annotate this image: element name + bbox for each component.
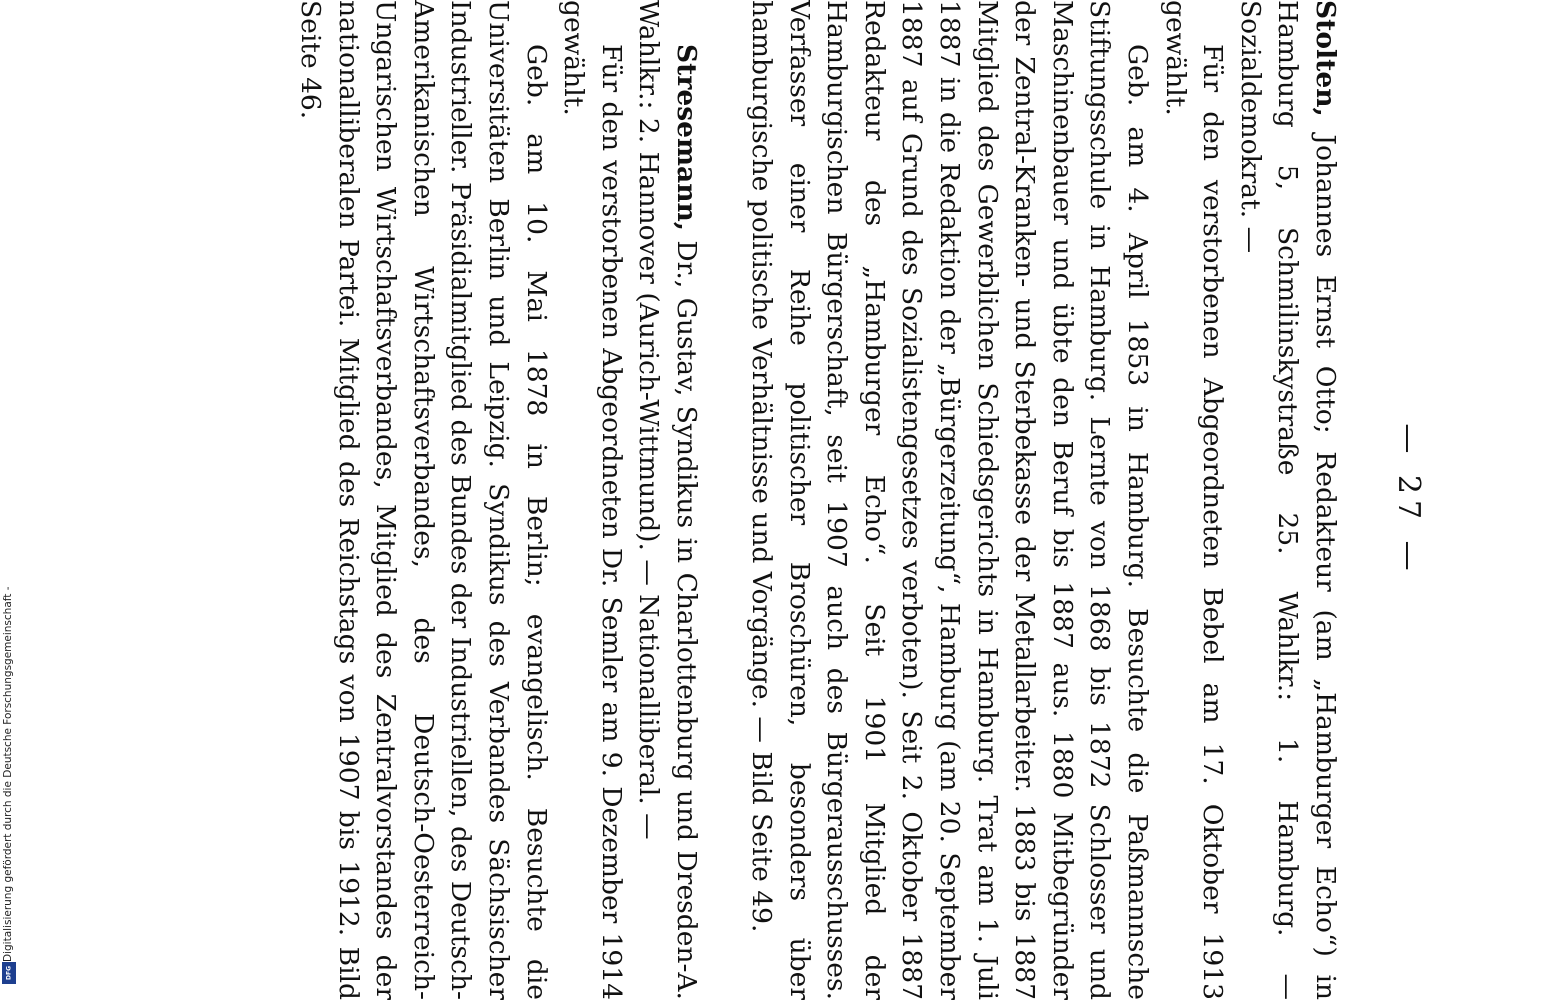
entry-stresemann (291, 0, 705, 1000)
entry-elected: Für den verstorbenen Abgeordneten Dr. Semler am 9. Dezember 1914 gewählt. (558, 0, 627, 1000)
entry-biography: Geb. am 4. April 1853 in Hamburg. Besuchte die Paßmannsche Stiftungsschule in Hamburg. Lernte von 1868 bis 1872 Schlosser und Maschinenbauer und übte den Beruf bis 1887 aus. 1880 Mitbegründer der Zentral-Kranken- und Sterbekasse der Metallarbeiter. 1883 bis 1887 Mitglied des Gewerblichen Schiedsgerichts in Hamburg. Trat am 1. Juli 1887 in die Redaktion der „Bürgerzeitung“, Hamburg (am 20. September 1887 auf Grund des Sozialistengesetzes verboten). Seit 2. Oktober 1887 Redakteur des „Hamburger Echo“. Seit 1901 Mitglied der Hamburgischen Bürgerschaft, seit 1907 auch des Bürgerausschusses. Verfasser einer Reihe politischer Broschüren, besonders über hamburgische politische Verhältnisse und Vorgänge. — Bild Seite 49. (746, 0, 1154, 1000)
entry-heading (630, 0, 705, 1000)
dfg-logo-icon: DFG (2, 962, 16, 984)
entry-name: Stolten, (1310, 0, 1341, 117)
entry-details: Johannes Ernst Otto; Redakteur (am „Hamburger Echo“) in Hamburg 5, Schmilinskystraße 25. Wahlkr.: 1. Hamburg. — Sozialdemokrat. — (1234, 0, 1341, 1000)
text-body (291, 0, 1344, 1000)
entry-name: Stresemann, (670, 44, 702, 231)
page-number: — 27 — (1391, 423, 1426, 577)
entry-details: Dr., Gustav, Syndikus in Charlottenburg und Dresden-A. Wahlkr.: 2. Hannover (Aurich-Wittmund). — Nationalliberal. — (633, 0, 702, 1000)
entry-stolten (743, 0, 1345, 1000)
footer-credit: Digitalisierung gefördert durch die Deutsche Forschungsgemeinschaft - (2, 586, 14, 962)
entry-separator (705, 0, 743, 1000)
digitization-footer (0, 586, 20, 992)
entry-elected: Für den verstorbenen Abgeordneten Bebel am 17. Oktober 1913 gewählt. (1159, 0, 1229, 1000)
entry-biography: Geb. am 10. Mai 1878 in Berlin; evangelisch. Besuchte die Universitäten Berlin und Leipzig. Syndikus des Verbandes Sächsischer Industrieller. Präsidialmitglied des Bundes der Industriellen, des Deutsch-Amerikanischen Wirtschaftsverbandes, des Deutsch-Oesterreich-Ungarischen Wirtschaftsverbandes, Mitglied des Zentralvorstandes der nationalliberalen Partei. Mitglied des Reichstags von 1907 bis 1912. Bild Seite 46. (294, 0, 552, 1000)
entry-heading (1231, 0, 1344, 1000)
